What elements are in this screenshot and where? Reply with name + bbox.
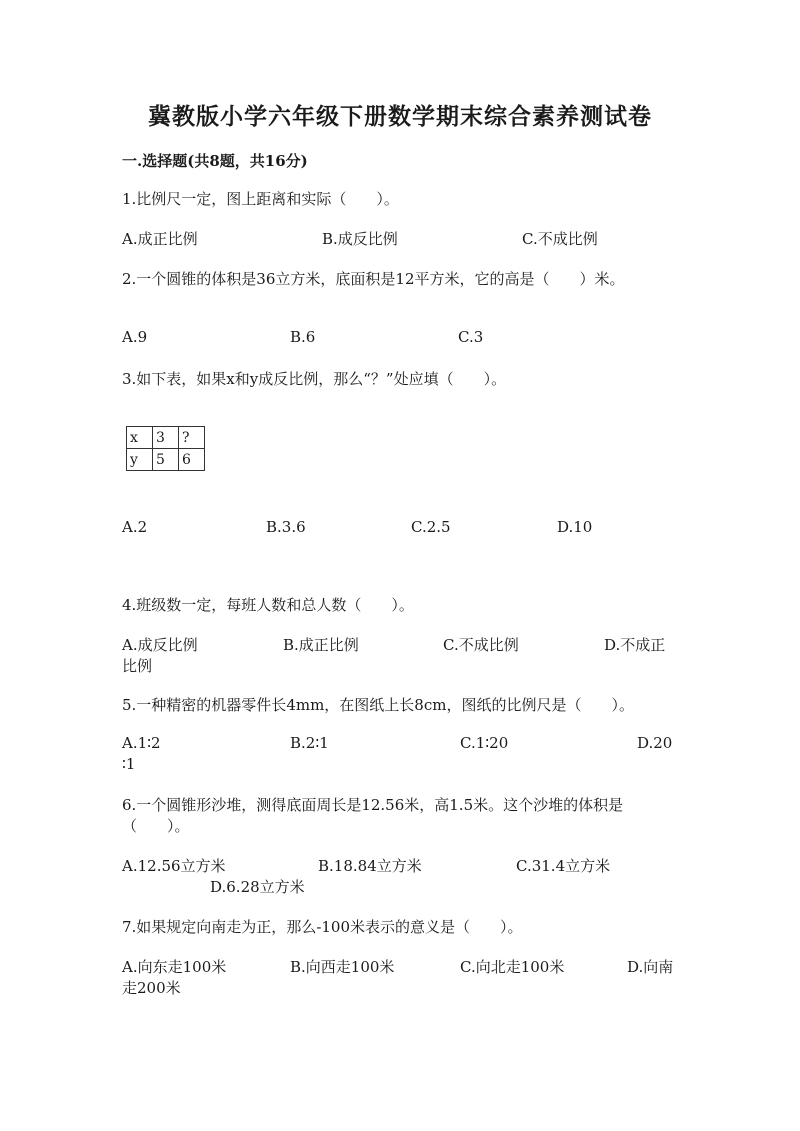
q4-option-a: A.成反比例 <box>122 636 198 654</box>
q3-option-c: C.2.5 <box>411 518 451 536</box>
q5-option-b: B.2∶1 <box>290 734 329 752</box>
table-row <box>127 449 205 471</box>
q4-option-d-continued: 比例 <box>122 657 153 675</box>
q5-option-d: D.20 <box>637 734 673 752</box>
table-row <box>127 427 205 449</box>
q3-option-d: D.10 <box>557 518 593 536</box>
q7-option-c: C.向北走100米 <box>460 958 565 976</box>
q7-option-d: D.向南 <box>627 958 674 976</box>
q6-option-a: A.12.56立方米 <box>122 857 226 875</box>
q7-option-d-continued: 走200米 <box>122 979 181 997</box>
q6-option-d: D.6.28立方米 <box>210 878 305 896</box>
q3-option-a: A.2 <box>122 518 148 536</box>
table-cell: 5 <box>153 449 179 471</box>
q1-option-c: C.不成比例 <box>522 230 598 248</box>
q2-option-b: B.6 <box>290 328 316 346</box>
table-cell: y <box>127 449 153 471</box>
q7-option-b: B.向西走100米 <box>290 958 395 976</box>
q1-option-b: B.成反比例 <box>322 230 398 248</box>
q6-option-c: C.31.4立方米 <box>516 857 611 875</box>
q5-option-d-continued: ∶1 <box>122 755 136 773</box>
q5-option-a: A.1∶2 <box>122 734 161 752</box>
question-2: 2.一个圆锥的体积是36立方米，底面积是12平方米，它的高是（ ）米。 <box>122 270 625 288</box>
question-7: 7.如果规定向南走为正，那么-100米表示的意义是（ ）。 <box>122 918 523 936</box>
table-cell: 3 <box>153 427 179 449</box>
table-cell: x <box>127 427 153 449</box>
q6-option-b: B.18.84立方米 <box>318 857 422 875</box>
question-4: 4.班级数一定，每班人数和总人数（ ）。 <box>122 596 414 614</box>
page-title: 冀教版小学六年级下册数学期末综合素养测试卷 <box>148 103 652 130</box>
q3-option-b: B.3.6 <box>266 518 306 536</box>
q1-option-a: A.成正比例 <box>122 230 198 248</box>
q2-option-a: A.9 <box>122 328 148 346</box>
q4-option-b: B.成正比例 <box>283 636 359 654</box>
question-1: 1.比例尺一定，图上距离和实际（ ）。 <box>122 190 399 208</box>
table-cell: 6 <box>179 449 205 471</box>
xy-table <box>126 426 205 471</box>
question-6: 6.一个圆锥形沙堆，测得底面周长是12.56米，高1.5米。这个沙堆的体积是 <box>122 796 624 814</box>
q4-option-c: C.不成比例 <box>443 636 519 654</box>
question-3: 3.如下表，如果x和y成反比例，那么“？”处应填（ ）。 <box>122 370 507 388</box>
q7-option-a: A.向东走100米 <box>122 958 227 976</box>
question-5: 5.一种精密的机器零件长4mm，在图纸上长8cm，图纸的比例尺是（ ）。 <box>122 696 634 714</box>
q4-option-d: D.不成正 <box>604 636 666 654</box>
question-6-continued: （ ）。 <box>122 817 190 835</box>
table-cell: ? <box>179 427 205 449</box>
q2-option-c: C.3 <box>458 328 484 346</box>
section-heading: 一.选择题(共8题，共16分) <box>122 152 308 170</box>
q5-option-c: C.1∶20 <box>460 734 509 752</box>
